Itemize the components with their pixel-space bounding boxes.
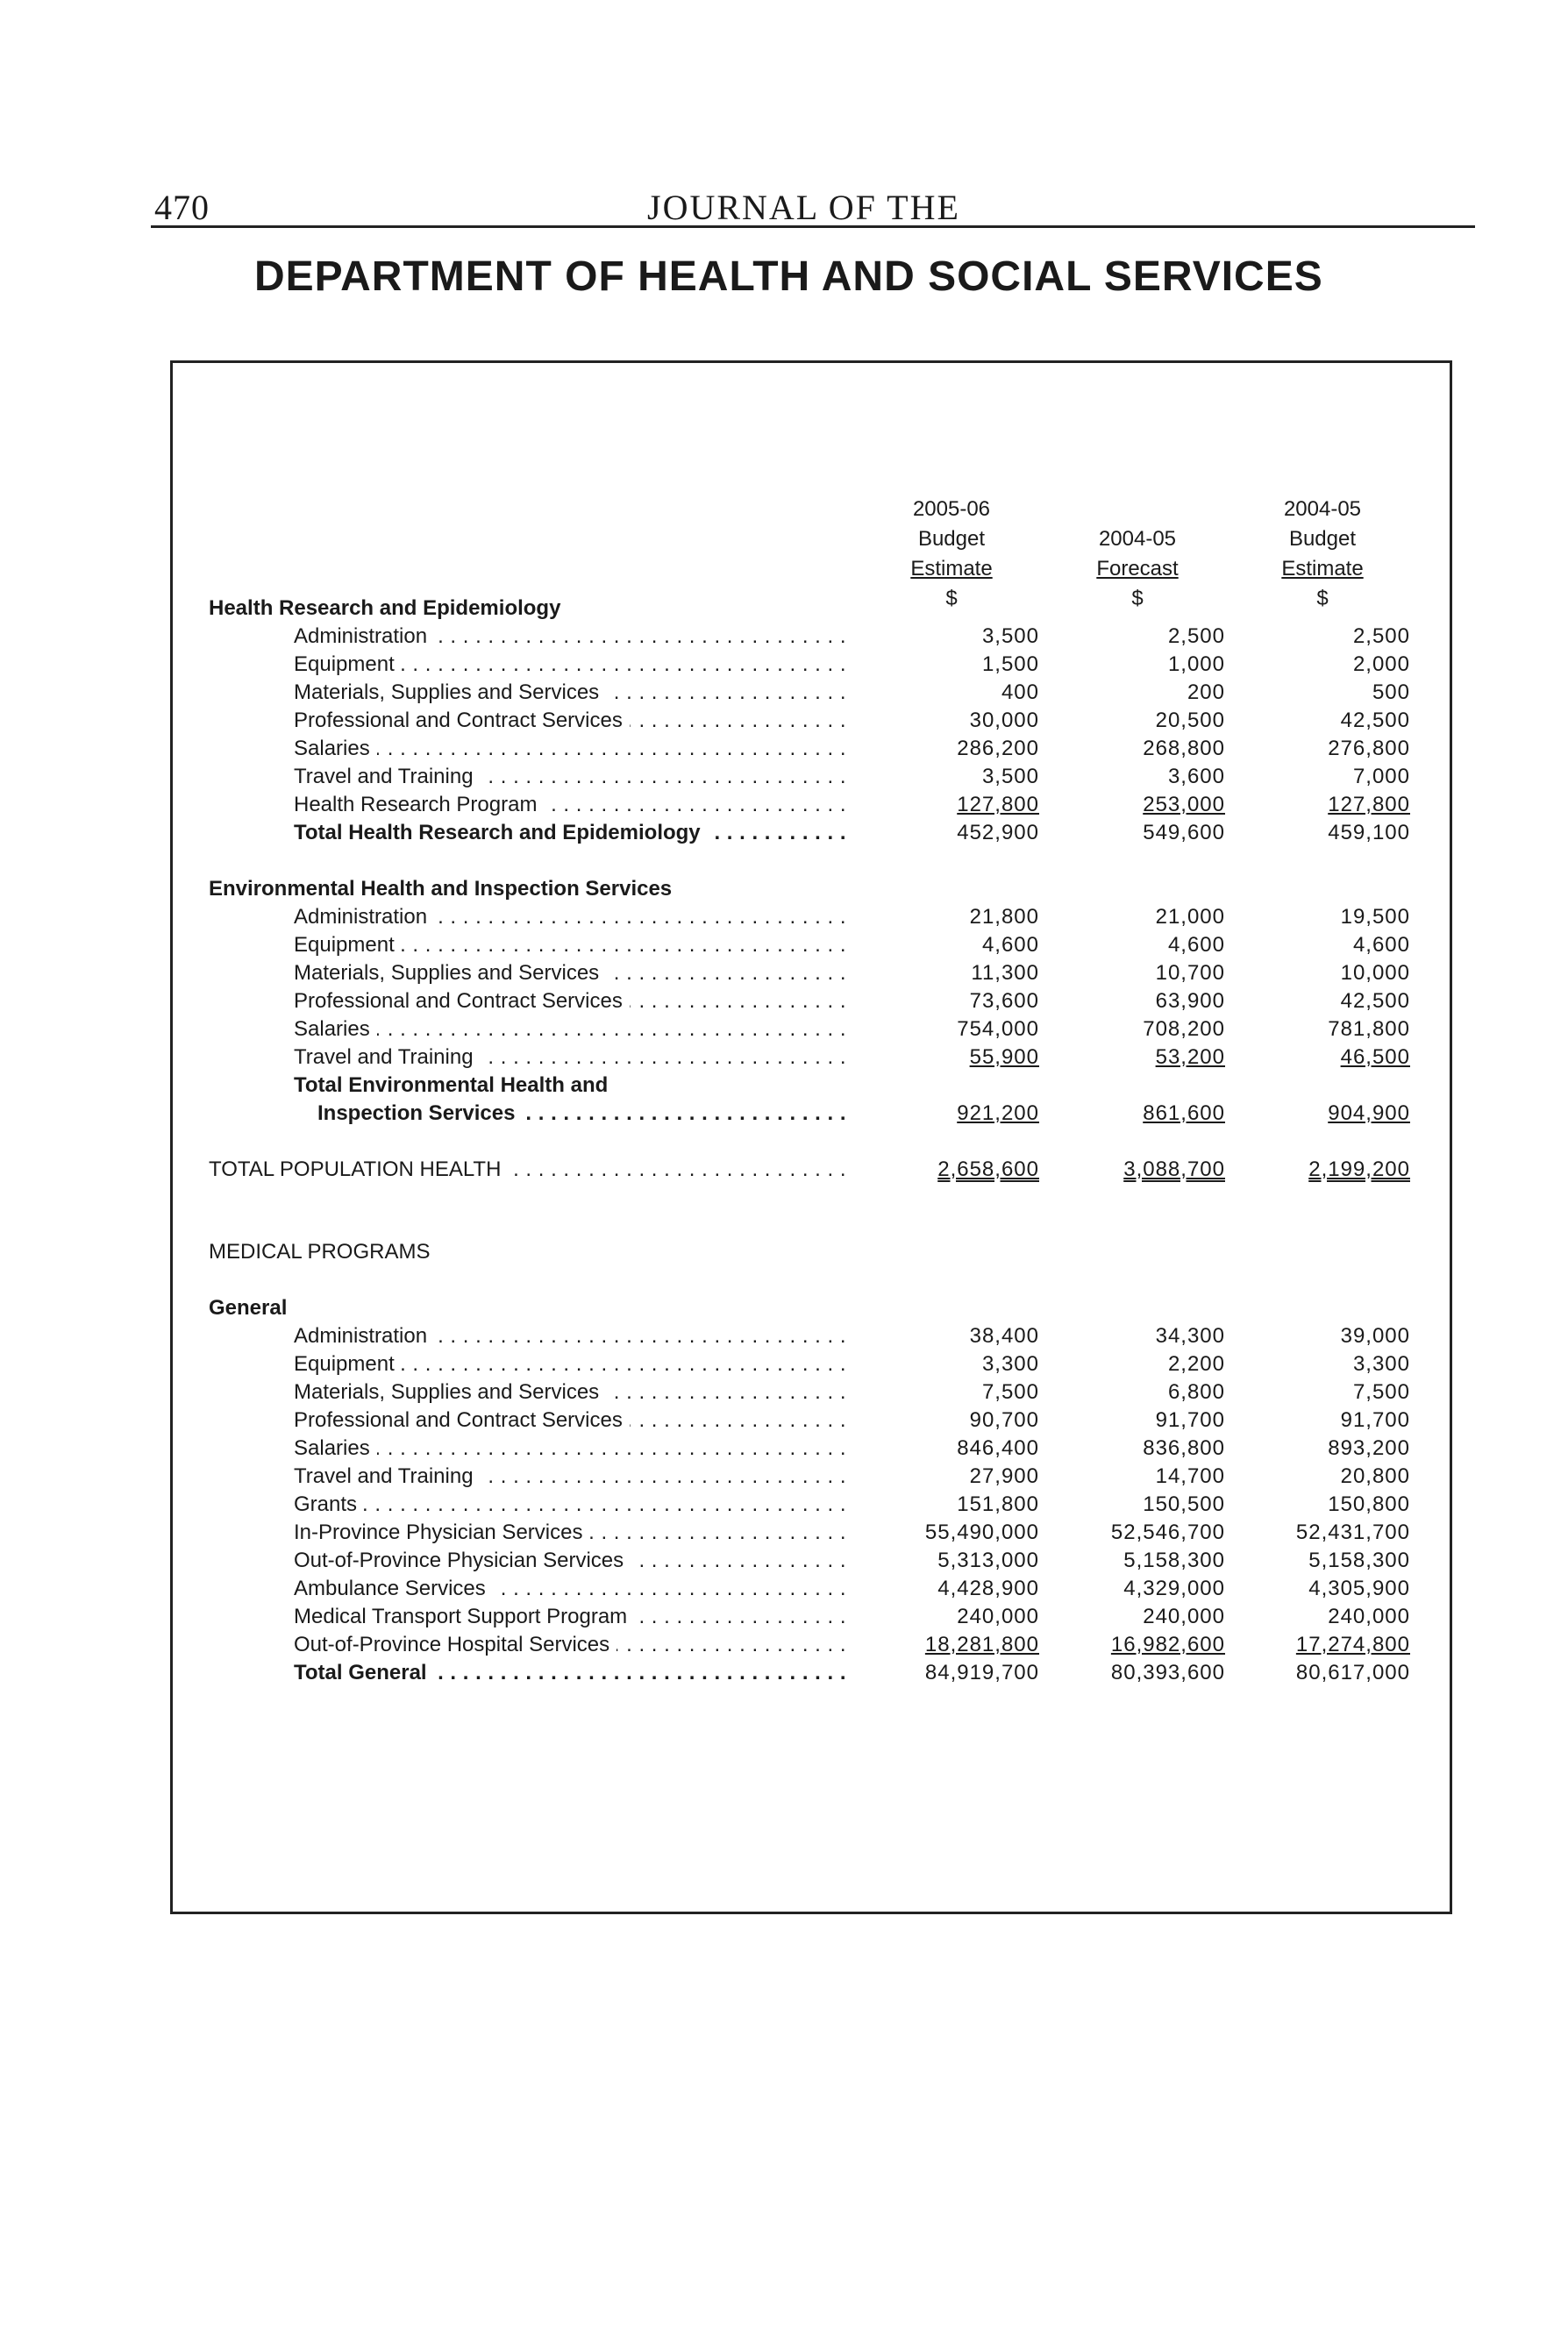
table-row	[0, 763, 1568, 791]
table-row	[0, 987, 1568, 1015]
table-row	[0, 679, 1568, 707]
cell-value-col1: 921,200	[957, 1101, 1039, 1125]
row-label: Health Research and Epidemiology	[209, 596, 567, 620]
cell-value-col2: 836,800	[1143, 1436, 1225, 1460]
column-header-line: Budget	[917, 527, 986, 551]
cell-value-col2: 200	[1187, 680, 1225, 704]
table-row	[0, 1491, 1568, 1519]
cell-value-col2: 4,329,000	[1123, 1577, 1225, 1600]
row-label: Travel and Training	[294, 765, 481, 788]
cell-value-col1: 3,300	[981, 1352, 1039, 1376]
column-header-unit: $	[945, 587, 958, 610]
column-header-line: 2004-05	[1283, 497, 1362, 521]
row-label: Medical Transport Support Program	[294, 1605, 634, 1628]
item-label	[294, 1435, 846, 1463]
row-label: General	[209, 1296, 294, 1320]
item-label	[294, 735, 846, 763]
cell-value-col3: 42,500	[1340, 709, 1410, 732]
cell-value-col3: 781,800	[1328, 1017, 1410, 1041]
row-label: Ambulance Services	[294, 1577, 493, 1600]
cell-value-col3: 4,600	[1352, 933, 1410, 957]
item-label	[294, 1463, 846, 1491]
cell-value-col2: 3,088,700	[1123, 1157, 1225, 1181]
item-label	[294, 1575, 846, 1603]
cell-value-col1: 90,700	[969, 1408, 1039, 1432]
cell-value-col3: 240,000	[1328, 1605, 1410, 1628]
column-header-line: Estimate	[1281, 557, 1364, 580]
table-row	[0, 1519, 1568, 1547]
row-label: Materials, Supplies and Services	[294, 961, 606, 985]
cell-value-col3: 42,500	[1340, 989, 1410, 1013]
cell-value-col2: 268,800	[1143, 737, 1225, 760]
section-heading-label	[209, 595, 910, 623]
item-label	[294, 1631, 846, 1659]
cell-value-col1: 846,400	[957, 1436, 1039, 1460]
cell-value-col2: 53,200	[1155, 1045, 1225, 1069]
cell-value-col3: 127,800	[1328, 793, 1410, 816]
total-row	[0, 1100, 1568, 1128]
row-label: Salaries	[294, 737, 377, 760]
cell-value-col1: 55,900	[969, 1045, 1039, 1069]
total-label	[294, 819, 846, 847]
cell-value-col2: 2,500	[1167, 624, 1225, 648]
cell-value-col3: 7,000	[1352, 765, 1410, 788]
cell-value-col1: 18,281,800	[924, 1633, 1039, 1656]
cell-value-col1: 754,000	[957, 1017, 1039, 1041]
cell-value-col2: 253,000	[1143, 793, 1225, 816]
row-label: TOTAL POPULATION HEALTH	[209, 1157, 508, 1181]
cell-value-col2: 52,546,700	[1110, 1521, 1225, 1544]
cell-value-col1: 5,313,000	[937, 1549, 1039, 1572]
table-row	[0, 651, 1568, 679]
cell-value-col1: 151,800	[957, 1492, 1039, 1516]
table-row	[0, 959, 1568, 987]
row-label: Administration	[294, 624, 434, 648]
cell-value-col2: 34,300	[1155, 1324, 1225, 1348]
row-label: Environmental Health and Inspection Services	[209, 877, 679, 901]
item-label	[294, 1603, 846, 1631]
cell-value-col3: 5,158,300	[1308, 1549, 1410, 1572]
table-row	[0, 1547, 1568, 1575]
item-label	[294, 1407, 846, 1435]
cell-value-col3: 893,200	[1328, 1436, 1410, 1460]
cell-value-col2: 240,000	[1143, 1605, 1225, 1628]
cell-value-col3: 7,500	[1352, 1380, 1410, 1404]
row-label: In-Province Physician Services	[294, 1521, 589, 1544]
item-label	[294, 1519, 846, 1547]
total-row	[0, 1156, 1568, 1184]
column-header-line: 2005-06	[912, 497, 991, 521]
cell-value-col2: 21,000	[1155, 905, 1225, 929]
cell-value-col2: 10,700	[1155, 961, 1225, 985]
cell-value-col1: 55,490,000	[924, 1521, 1039, 1544]
row-label: Salaries	[294, 1436, 377, 1460]
cell-value-col2: 20,500	[1155, 709, 1225, 732]
column-header-line: Forecast	[1096, 557, 1179, 580]
cell-value-col3: 904,900	[1328, 1101, 1410, 1125]
section-heading	[0, 1238, 1568, 1266]
cell-value-col3: 150,800	[1328, 1492, 1410, 1516]
row-label: Total General	[294, 1661, 434, 1684]
item-label	[294, 679, 846, 707]
cell-value-col3: 20,800	[1340, 1464, 1410, 1488]
total-row	[0, 1659, 1568, 1687]
cell-value-col2: 5,158,300	[1123, 1549, 1225, 1572]
cell-value-col1: 240,000	[957, 1605, 1039, 1628]
row-label: Professional and Contract Services	[294, 1408, 630, 1432]
row-label: Health Research Program	[294, 793, 544, 816]
item-label	[294, 1350, 846, 1378]
item-label	[294, 987, 846, 1015]
item-label	[294, 623, 846, 651]
cell-value-col1: 452,900	[957, 821, 1039, 844]
total-row	[0, 819, 1568, 847]
cell-value-col2: 91,700	[1155, 1408, 1225, 1432]
table-row	[0, 707, 1568, 735]
table-row	[0, 1575, 1568, 1603]
cell-value-col3: 2,000	[1352, 652, 1410, 676]
grand-total-label	[209, 1156, 846, 1184]
cell-value-col3: 2,199,200	[1308, 1157, 1410, 1181]
table-row	[0, 1407, 1568, 1435]
table-row	[0, 623, 1568, 651]
row-label: Grants	[294, 1492, 364, 1516]
cell-value-col3: 39,000	[1340, 1324, 1410, 1348]
cell-value-col2: 4,600	[1167, 933, 1225, 957]
cell-value-col2: 16,982,600	[1110, 1633, 1225, 1656]
row-label: Materials, Supplies and Services	[294, 1380, 606, 1404]
row-label: Total Environmental Health and	[294, 1073, 615, 1097]
total-label	[294, 1072, 846, 1100]
item-label	[294, 1322, 846, 1350]
section-heading	[0, 875, 1568, 903]
section-heading	[0, 595, 1568, 623]
cell-value-col1: 1,500	[981, 652, 1039, 676]
cell-value-col3: 2,500	[1352, 624, 1410, 648]
item-label	[294, 651, 846, 679]
cell-value-col1: 2,658,600	[937, 1157, 1039, 1181]
cell-value-col1: 3,500	[981, 624, 1039, 648]
cell-value-col2: 1,000	[1167, 652, 1225, 676]
cell-value-col2: 150,500	[1143, 1492, 1225, 1516]
cell-value-col3: 52,431,700	[1295, 1521, 1410, 1544]
table-row	[0, 1350, 1568, 1378]
row-label: Administration	[294, 1324, 434, 1348]
row-label: Out-of-Province Hospital Services	[294, 1633, 617, 1656]
row-label: Equipment	[294, 652, 402, 676]
column-header-line	[1032, 495, 1243, 524]
running-head	[151, 180, 1475, 228]
cell-value-col1: 127,800	[957, 793, 1039, 816]
total-label	[294, 1659, 846, 1687]
cell-value-col1: 30,000	[969, 709, 1039, 732]
row-label: Inspection Services	[317, 1101, 522, 1125]
item-label	[294, 791, 846, 819]
table-row	[0, 1463, 1568, 1491]
table-row	[0, 1435, 1568, 1463]
cell-value-col2: 14,700	[1155, 1464, 1225, 1488]
section-heading-label	[209, 875, 910, 903]
cell-value-col1: 400	[1001, 680, 1039, 704]
page-number: 470	[154, 188, 210, 227]
cell-value-col3: 46,500	[1340, 1045, 1410, 1069]
cell-value-col1: 73,600	[969, 989, 1039, 1013]
row-label: Travel and Training	[294, 1464, 481, 1488]
table-row	[0, 1378, 1568, 1407]
item-label	[294, 1015, 846, 1043]
cell-value-col2: 63,900	[1155, 989, 1225, 1013]
cell-value-col3: 4,305,900	[1308, 1577, 1410, 1600]
row-label: Equipment	[294, 1352, 402, 1376]
item-label	[294, 959, 846, 987]
cell-value-col1: 7,500	[981, 1380, 1039, 1404]
total-label	[317, 1100, 846, 1128]
cell-value-col2: 861,600	[1143, 1101, 1225, 1125]
row-label: MEDICAL PROGRAMS	[209, 1240, 437, 1264]
cell-value-col2: 3,600	[1167, 765, 1225, 788]
cell-value-col3: 500	[1372, 680, 1410, 704]
cell-value-col2: 6,800	[1167, 1380, 1225, 1404]
cell-value-col1: 84,919,700	[924, 1661, 1039, 1684]
cell-value-col1: 27,900	[969, 1464, 1039, 1488]
cell-value-col3: 459,100	[1328, 821, 1410, 844]
cell-value-col1: 3,500	[981, 765, 1039, 788]
row-label: Total Health Research and Epidemiology	[294, 821, 708, 844]
total-row	[0, 1072, 1568, 1100]
cell-value-col3: 276,800	[1328, 737, 1410, 760]
cell-value-col3: 91,700	[1340, 1408, 1410, 1432]
cell-value-col2: 80,393,600	[1110, 1661, 1225, 1684]
cell-value-col3: 80,617,000	[1295, 1661, 1410, 1684]
cell-value-col1: 4,600	[981, 933, 1039, 957]
table-row	[0, 931, 1568, 959]
section-heading	[0, 1294, 1568, 1322]
table-row	[0, 1322, 1568, 1350]
row-label: Professional and Contract Services	[294, 989, 630, 1013]
row-label: Salaries	[294, 1017, 377, 1041]
column-header-line: Estimate	[910, 557, 993, 580]
row-label: Out-of-Province Physician Services	[294, 1549, 631, 1572]
item-label	[294, 903, 846, 931]
column-header-unit: $	[1316, 587, 1329, 610]
column-header-line: Budget	[1288, 527, 1357, 551]
row-label: Equipment	[294, 933, 402, 957]
item-label	[294, 1378, 846, 1407]
table-row	[0, 791, 1568, 819]
item-label	[294, 1491, 846, 1519]
table-row	[0, 1631, 1568, 1659]
table-row	[0, 735, 1568, 763]
cell-value-col3: 3,300	[1352, 1352, 1410, 1376]
cell-value-col3: 17,274,800	[1295, 1633, 1410, 1656]
cell-value-col1: 4,428,900	[937, 1577, 1039, 1600]
cell-value-col3: 19,500	[1340, 905, 1410, 929]
table-row	[0, 1043, 1568, 1072]
table-row	[0, 903, 1568, 931]
cell-value-col2: 2,200	[1167, 1352, 1225, 1376]
cell-value-col1: 38,400	[969, 1324, 1039, 1348]
cell-value-col1: 286,200	[957, 737, 1039, 760]
item-label	[294, 931, 846, 959]
section-heading-label	[209, 1294, 910, 1322]
cell-value-col2: 549,600	[1143, 821, 1225, 844]
table-row	[0, 1015, 1568, 1043]
item-label	[294, 1043, 846, 1072]
row-label: Travel and Training	[294, 1045, 481, 1069]
department-title: DEPARTMENT OF HEALTH AND SOCIAL SERVICES	[254, 253, 1323, 300]
cell-value-col1: 11,300	[971, 961, 1039, 985]
row-label: Materials, Supplies and Services	[294, 680, 606, 704]
cell-value-col2: 708,200	[1143, 1017, 1225, 1041]
row-label: Administration	[294, 905, 434, 929]
cell-value-col1: 21,800	[969, 905, 1039, 929]
column-header-line: 2004-05	[1098, 527, 1177, 551]
row-label: Professional and Contract Services	[294, 709, 630, 732]
column-header-unit: $	[1131, 587, 1144, 610]
item-label	[294, 1547, 846, 1575]
section-heading-label	[209, 1238, 910, 1266]
item-label	[294, 707, 846, 735]
journal-title: JOURNAL OF THE	[647, 188, 960, 227]
cell-value-col3: 10,000	[1340, 961, 1410, 985]
item-label	[294, 763, 846, 791]
table-row	[0, 1603, 1568, 1631]
